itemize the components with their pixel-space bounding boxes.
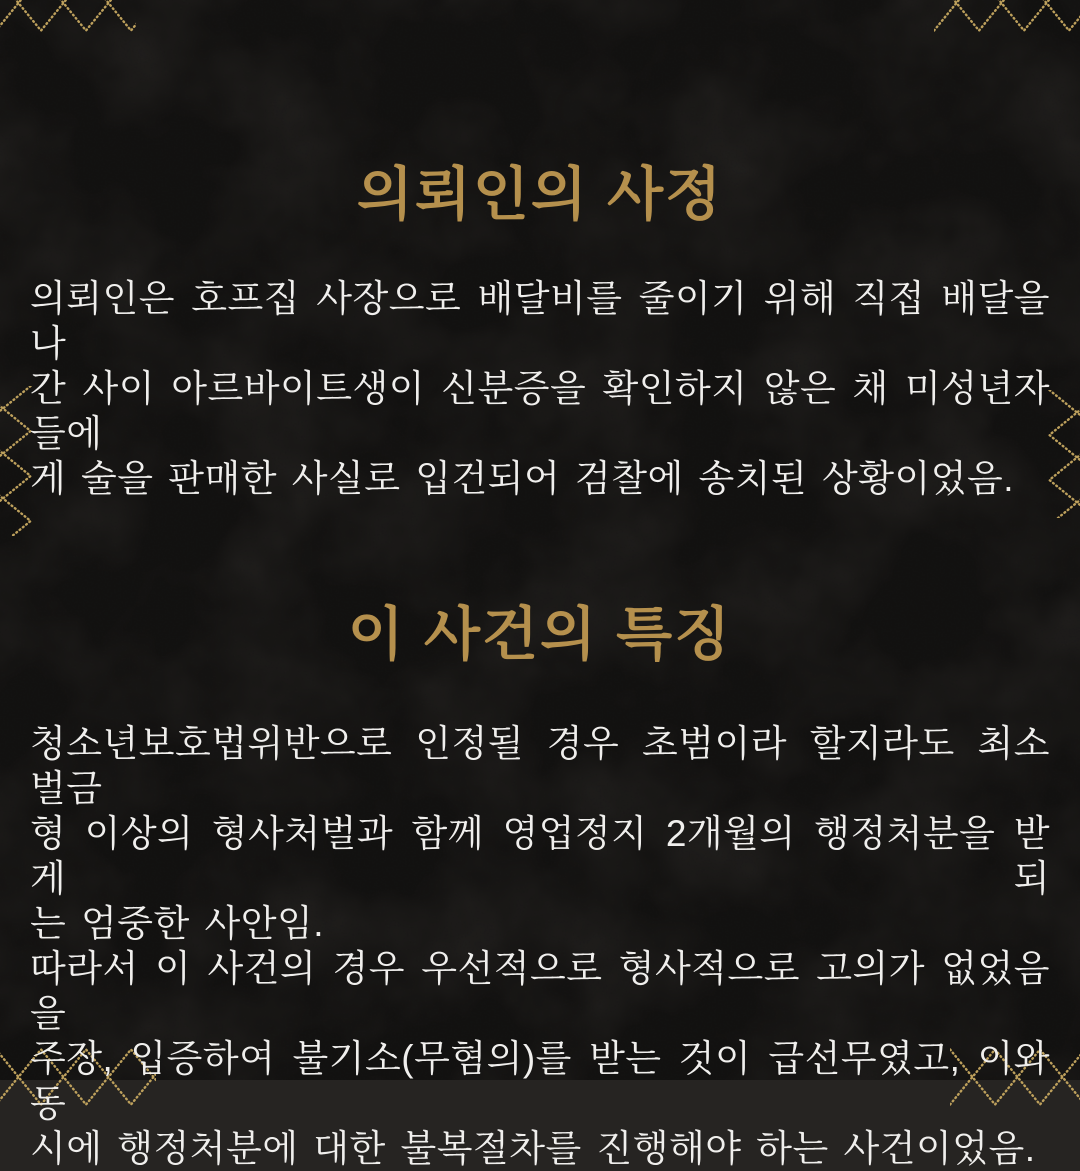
text-line: 는 엄중한 사안임.	[30, 903, 325, 944]
diamond-lattice-ornament-left-middle	[0, 386, 32, 536]
text-line: 시에 행정처분에 대한 불복절차를 진행해야 하는 사건이었음.	[30, 1128, 1036, 1169]
text-line: 의뢰인은 호프집 사장으로 배달비를 줄이기 위해 직접 배달을 나	[30, 278, 1050, 364]
diamond-lattice-ornament-top-right	[934, 0, 1080, 32]
paragraph-group	[30, 721, 1050, 946]
text-line: 주장, 입증하여 불기소(무혐의)를 받는 것이 급선무였고, 이와 동	[30, 1038, 1050, 1124]
diamond-lattice-ornament-right-middle	[1048, 390, 1080, 518]
paragraph-client-situation	[30, 276, 1050, 501]
text-line: 청소년보호법위반으로 인정될 경우 초범이라 할지라도 최소 벌금	[30, 723, 1050, 809]
section-title-client-situation: 의뢰인의 사정	[356, 161, 724, 227]
paragraph-case-characteristics	[30, 721, 1050, 1171]
paragraph-group	[30, 946, 1050, 1171]
text-line: 간 사이 아르바이트생이 신분증을 확인하지 않은 채 미성년자들에	[30, 368, 1050, 454]
section-title-case-characteristics: 이 사건의 특징	[347, 601, 733, 667]
paragraph-group	[30, 276, 1050, 501]
diamond-lattice-ornament-top-left	[0, 0, 136, 32]
text-line: 따라서 이 사건의 경우 우선적으로 형사적으로 고의가 없었음을	[30, 948, 1050, 1034]
text-line: 게 술을 판매한 사실로 입건되어 검찰에 송치된 상황이었음.	[30, 458, 1015, 499]
text-line: 형 이상의 형사처벌과 함께 영업정지 2개월의 행정처분을 받게 되	[30, 813, 1050, 899]
